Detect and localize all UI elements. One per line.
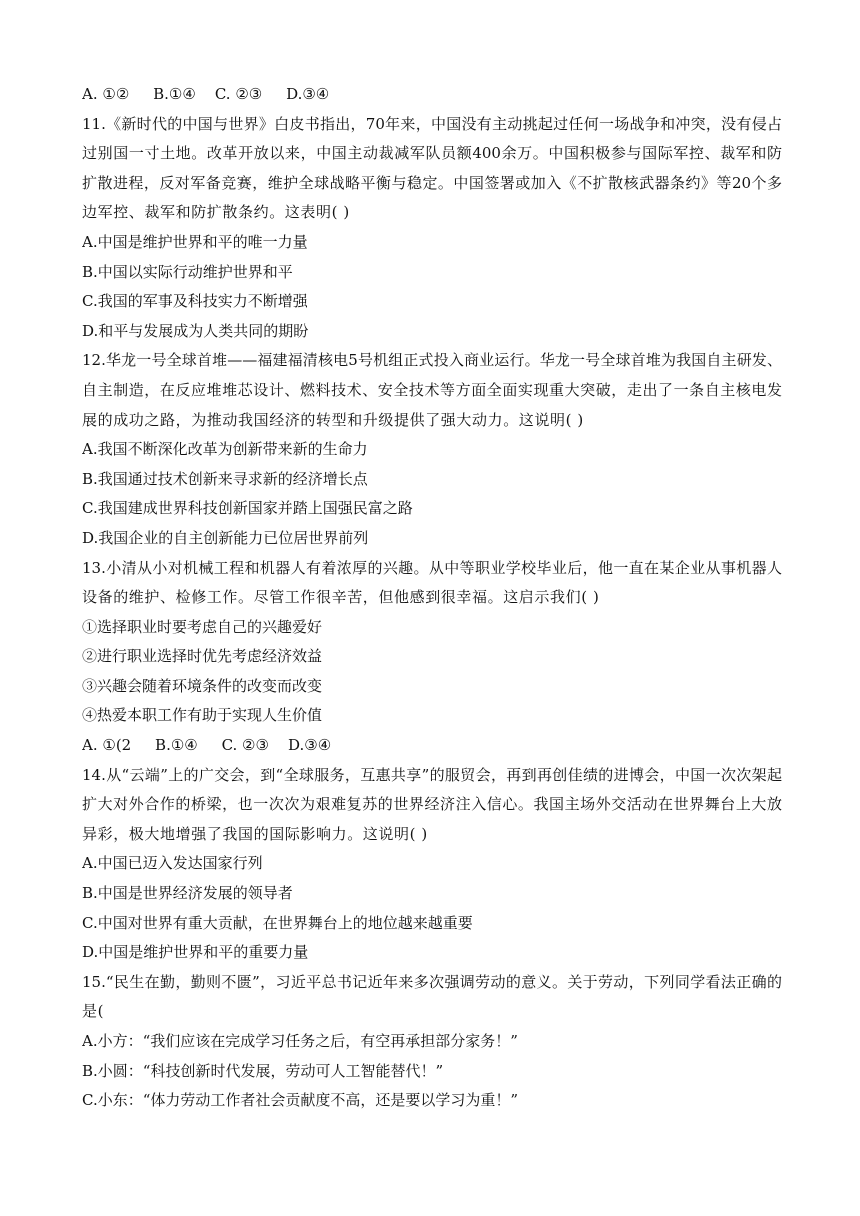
q12-stem-line-1: 12.华龙一号全球首堆——福建福清核电5号机组正式投入商业运行。华龙一号全球首堆为我国自主研发、 <box>82 351 782 370</box>
q13-statement-4: ④热爱本职工作有助于实现人生价值 <box>82 706 323 725</box>
q13-options: A. ①(2 B.①④ C. ②③ D.③④ <box>82 736 332 755</box>
q11-option-c: C.我国的军事及科技实力不断增强 <box>82 292 308 311</box>
q12-stem-line-2: 自主制造，在反应堆堆芯设计、燃料技术、安全技术等方面全面实现重大突破，走出了一条自主核电发 <box>82 380 782 399</box>
q13-statement-3: ③兴趣会随着环境条件的改变而改变 <box>82 676 323 695</box>
q15-stem-line-2: 是( <box>82 1002 105 1021</box>
document-page <box>82 80 782 1116</box>
q12-option-d: D.我国企业的自主创新能力已位居世界前列 <box>82 528 369 547</box>
q12-stem-line-3: 展的成功之路，为推动我国经济的转型和升级提供了强大动力。这说明( ) <box>82 410 584 429</box>
q11-stem-line-2: 过别国一寸土地。改革开放以来，中国主动裁减军队员额400余万。中国积极参与国际军控、裁军和防 <box>82 144 782 163</box>
q15-option-b: B.小圆：“科技创新时代发展，劳动可人工智能替代！” <box>82 1061 444 1080</box>
q14-option-b: B.中国是世界经济发展的领导者 <box>82 884 293 903</box>
q14-option-d: D.中国是维护世界和平的重要力量 <box>82 943 309 962</box>
q13-statement-2: ②进行职业选择时优先考虑经济效益 <box>82 647 323 666</box>
q12-option-b: B.我国通过技术创新来寻求新的经济增长点 <box>82 469 368 488</box>
q11-option-b: B.中国以实际行动维护世界和平 <box>82 262 293 281</box>
q11-stem-line-1: 11.《新时代的中国与世界》白皮书指出，70年来，中国没有主动挑起过任何一场战争和冲突，没有侵占 <box>82 114 782 133</box>
q14-stem-line-3: 异彩，极大地增强了我国的国际影响力。这说明( ) <box>82 824 428 843</box>
q14-option-c: C.中国对世界有重大贡献，在世界舞台上的地位越来越重要 <box>82 913 473 932</box>
q14-stem-line-2: 扩大对外合作的桥梁，也一次次为艰难复苏的世界经济注入信心。我国主场外交活动在世界舞台上大放 <box>82 795 782 814</box>
q11-option-a: A.中国是维护世界和平的唯一力量 <box>82 232 308 251</box>
q11-stem-line-3: 扩散进程，反对军备竞赛，维护全球战略平衡与稳定。中国签署或加入《不扩散核武器条约》等20个多 <box>82 173 782 192</box>
q13-statement-1: ①选择职业时要考虑自己的兴趣爱好 <box>82 617 323 636</box>
q14-option-a: A.中国已迈入发达国家行列 <box>82 854 263 873</box>
q15-option-c: C.小东：“体力劳动工作者社会贡献度不高，还是要以学习为重！” <box>82 1091 519 1110</box>
q10-options: A. ①② B.①④ C. ②③ D.③④ <box>82 85 330 103</box>
q14-stem-line-1: 14.从“云端”上的广交会，到“全球服务，互惠共享”的服贸会，再到再创佳绩的进博会，中国一次次架起 <box>82 765 782 784</box>
q11-option-d: D.和平与发展成为人类共同的期盼 <box>82 321 309 340</box>
q15-stem-line-1: 15.“民生在勤，勤则不匮”，习近平总书记近年来多次强调劳动的意义。关于劳动，下列同学看法正确的 <box>82 972 782 991</box>
q13-stem-line-1: 13.小清从小对机械工程和机器人有着浓厚的兴趣。从中等职业学校毕业后，他一直在某企业从事机器人 <box>82 558 782 577</box>
q11-stem-line-4: 边军控、裁军和防扩散条约。这表明( ) <box>82 203 350 222</box>
q12-option-c: C.我国建成世界科技创新国家并踏上国强民富之路 <box>82 499 413 518</box>
q13-stem-line-2: 设备的维护、检修工作。尽管工作很辛苦，但他感到很幸福。这启示我们( ) <box>82 588 600 607</box>
q12-option-a: A.我国不断深化改革为创新带来新的生命力 <box>82 440 368 459</box>
q15-option-a: A.小方：“我们应该在完成学习任务之后，有空再承担部分家务！” <box>82 1032 518 1050</box>
